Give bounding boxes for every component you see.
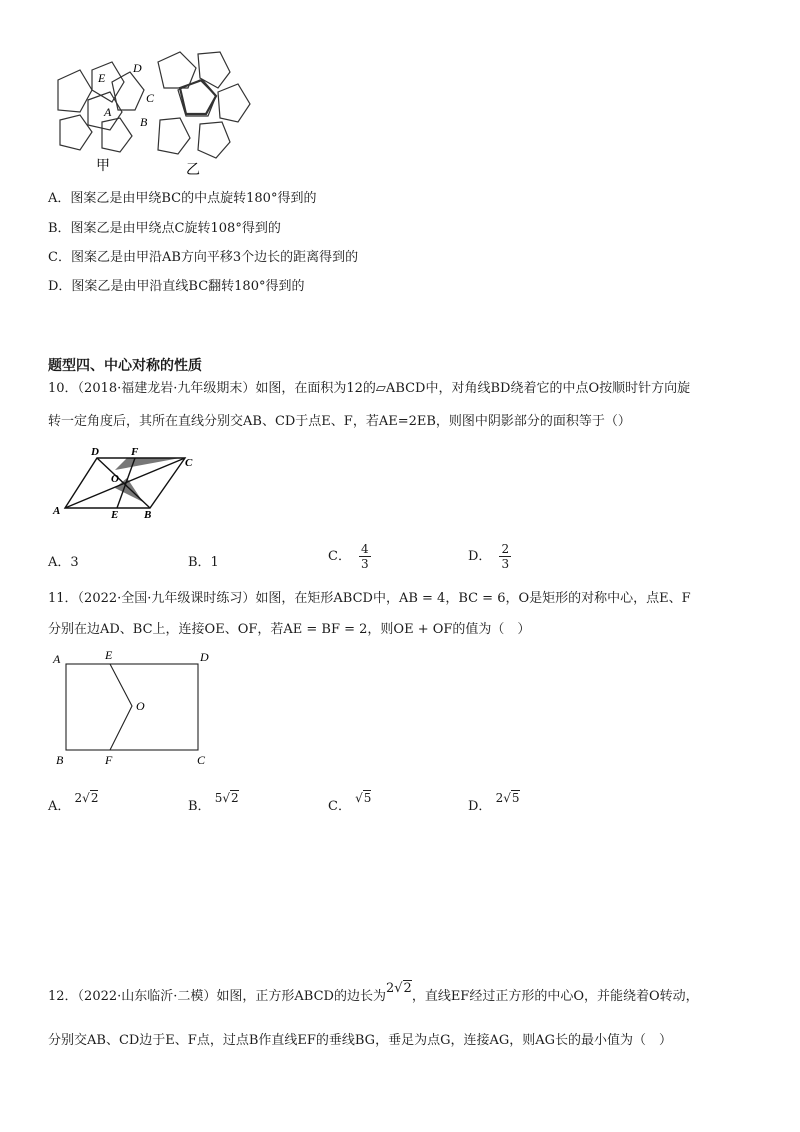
yi-pentagon-6 xyxy=(198,122,230,158)
q10-option-c-den: 3 xyxy=(360,557,369,571)
q11-label-C: C xyxy=(197,753,206,767)
q10-option-d xyxy=(468,542,511,571)
q12-line2: 分别交AB、CD边于E、F点，过点B作直线EF的垂线BG，垂足为点G，连接AG，则AG长的最小值为（ ） xyxy=(48,1033,672,1048)
q10-option-b: B．1 xyxy=(188,555,219,570)
q10-option-d-fraction xyxy=(499,542,511,571)
label-D: D xyxy=(133,61,142,75)
q9-option-d: D．图案乙是由甲沿直线BC翻转180°得到的 xyxy=(48,279,305,294)
q10-option-c-fraction xyxy=(359,542,371,571)
q11-option-b-label: B． xyxy=(188,799,211,814)
q10-option-c-label: C． xyxy=(328,549,351,564)
q10-label-O: O xyxy=(111,473,119,485)
q10-label-B: B xyxy=(144,509,152,521)
caption-jia: 甲 xyxy=(96,159,110,174)
q12-side-radicand: 2 xyxy=(403,981,412,996)
q11-option-a-coef: 2 xyxy=(74,791,83,805)
q9-option-a: A．图案乙是由甲绕BC的中点旋转180°得到的 xyxy=(48,191,317,206)
q10-label-C: C xyxy=(185,457,193,469)
q11-label-F: F xyxy=(105,753,113,767)
jia-pentagon-5 xyxy=(60,115,92,150)
q11-option-a-label: A． xyxy=(48,799,71,814)
jia-pentagon-2 xyxy=(92,62,124,102)
q11-option-d-label: D． xyxy=(468,799,492,814)
q10-line2: 转一定角度后，其所在直线分别交AB、CD于点E、F，若AE=2EB，则图中阴影部分的面积等于（） xyxy=(48,414,631,429)
q11-option-b-radicand: 2 xyxy=(231,791,239,805)
q11-option-d-coef: 2 xyxy=(495,791,504,805)
q10-line1: 10．（2018·福建龙岩·九年级期末）如图，在面积为12的▱ABCD中，对角线BD绕着它的中点O按顺时针方向旋 xyxy=(48,381,691,396)
q11-option-a-radicand: 2 xyxy=(90,791,99,805)
label-E: E xyxy=(98,71,106,85)
q10-label-F: F xyxy=(131,446,139,458)
q12-line1 xyxy=(48,981,699,1008)
q11-label-B: B xyxy=(56,753,64,767)
q11-option-c-radicand: 5 xyxy=(363,791,372,805)
q11-rectangle-figure xyxy=(50,648,220,772)
q11-option-a-radical: 2√2 xyxy=(74,791,99,805)
q11-option-b-coef: 5 xyxy=(214,791,223,805)
section-title: 题型四、中心对称的性质 xyxy=(48,358,202,374)
label-B: B xyxy=(140,115,148,129)
q11-label-A: A xyxy=(53,652,61,666)
yi-pentagon-4 xyxy=(218,84,250,122)
q9-pentagon-figure xyxy=(40,40,265,180)
q11-option-c-radical: √5 xyxy=(355,791,372,805)
q10-option-d-den: 3 xyxy=(501,557,510,571)
jia-pentagon-4 xyxy=(112,72,144,110)
q11-option-d-radical: 2√5 xyxy=(495,791,520,805)
label-A: A xyxy=(104,105,112,119)
caption-yi: 乙 xyxy=(186,163,200,178)
yi-pentagon-1 xyxy=(158,52,196,88)
q11-option-b-radical: 5√2 xyxy=(214,791,239,805)
q9-option-b: B．图案乙是由甲绕点C旋转108°得到的 xyxy=(48,221,281,236)
q10-option-c-num: 4 xyxy=(360,542,369,556)
yi-pentagon-3 xyxy=(178,80,216,116)
q11-label-O: O xyxy=(136,699,145,713)
q11-option-c-label: C． xyxy=(328,799,351,814)
q12-line1-post: ，直线EF经过正方形的中心O，并能绕着O转动， xyxy=(411,989,699,1004)
q11-option-a xyxy=(48,787,99,814)
q11-option-c xyxy=(328,787,372,814)
jia-pentagon-6 xyxy=(102,118,132,152)
q11-option-d-radicand: 5 xyxy=(511,791,520,805)
q9-option-c: C．图案乙是由甲沿AB方向平移3个边长的距离得到的 xyxy=(48,250,359,265)
q11-option-b xyxy=(188,787,239,814)
q11-line1: 11．（2022·全国·九年级课时练习）如图，在矩形ABCD中，AB = 4，BC = 6，O是矩形的对称中心，点E、F xyxy=(48,591,691,606)
q11-line2: 分别在边AD、BC上，连接OE、OF，若AE = BF = 2，则OE + OF的值为（ ） xyxy=(48,622,531,637)
q10-option-c xyxy=(328,542,371,571)
q10-label-E: E xyxy=(111,509,119,521)
q11-label-D: D xyxy=(200,650,209,664)
q10-label-A: A xyxy=(53,505,61,517)
q12-side-radical: 2√2 xyxy=(385,981,412,996)
q10-label-D: D xyxy=(91,446,99,458)
q10-parallelogram-figure xyxy=(45,446,215,526)
q12-line1-pre: 12．（2022·山东临沂·二模）如图，正方形ABCD的边长为 xyxy=(48,989,386,1004)
q12-side-coef: 2 xyxy=(385,981,395,996)
jia-pentagon-1 xyxy=(58,70,92,112)
q11-option-d xyxy=(468,787,520,814)
label-C: C xyxy=(146,91,155,105)
q11-segments-oe-of xyxy=(110,664,132,750)
q10-option-d-num: 2 xyxy=(501,542,510,556)
q11-label-E: E xyxy=(105,648,113,662)
q10-option-d-label: D． xyxy=(468,549,492,564)
q10-option-a: A．3 xyxy=(48,555,79,570)
yi-pentagon-5 xyxy=(158,118,190,154)
